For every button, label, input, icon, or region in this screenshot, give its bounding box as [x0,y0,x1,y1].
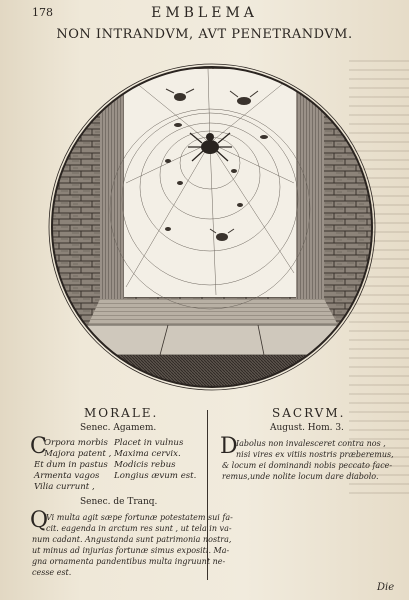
verse-line: Longius ævum est. [114,471,197,481]
verse-line: Majora patent , [44,449,112,459]
morale-source-2: Senec. de Tranq. [80,497,158,507]
morale-source-1: Senec. Agamem. [80,423,157,433]
morale-heading: MORALE. [84,406,159,420]
verse-line: Vilia currunt , [34,482,95,492]
verse-line: Maxima cervix. [114,449,181,459]
sacrum-heading: SACRVM. [272,406,346,420]
running-head: EMBLEMA [151,5,258,21]
sacrum-line: & locum ei dominandi nobis peccato face- [222,461,393,470]
prose-line: ut minus ad injurias fortunæ simus expositi. Ma- [32,546,230,555]
catchword: Die [377,582,395,593]
sacrum-line: nisi vires ex vitiis nostris præberemus, [236,450,394,459]
prose-line: Vi multa agit sæpe fortunæ potestatem sui fa- [46,513,233,522]
page-number: 178 [32,6,53,19]
verse-line: Orpora morbis [44,438,108,448]
verse-line: Modicis rebus [114,460,176,470]
prose-line: gna ornamenta pandentibus multa ingruunt ne- [32,557,226,566]
dropcap-q: Q [30,508,49,533]
sacrum-text [222,438,394,482]
prose-line: cit. eagenda in arctum res sunt , ut tela in va- [46,524,232,533]
sacrum-line: Iabolus non invalesceret contra nos , [236,439,386,448]
verse-line: Placet in vulnus [114,438,184,448]
morale-verse-right [114,438,196,482]
morale-prose [32,512,233,578]
sacrum-source: August. Hom. 3. [270,423,344,433]
dropcap-d: D [220,434,238,459]
emblem-motto: NON INTRANDVM, AVT PENETRANDVM. [56,27,353,42]
dropcap-c: C [30,434,47,459]
sacrum-line: remus,unde nolite locum dare diabolo. [222,472,379,481]
prose-line: num cadant. Angustanda sunt patrimonia nostra, [32,535,232,544]
prose-line: cesse est. [32,568,72,577]
emblem-engraving [48,63,376,391]
verse-line: Armenta vagos [34,471,100,481]
verse-line: Et dum in pastus [34,460,108,470]
morale-verse-left [34,438,112,493]
